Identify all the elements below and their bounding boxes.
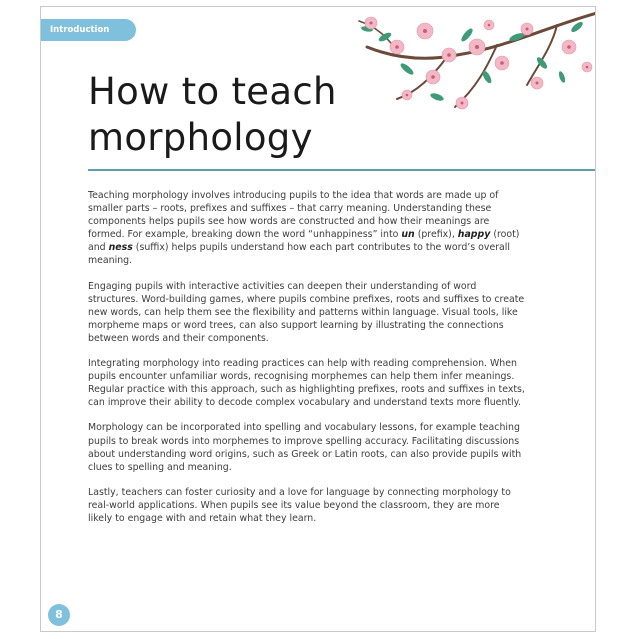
section-tab [40, 19, 136, 41]
body-text [88, 189, 526, 537]
term-happy: happy [457, 229, 491, 241]
title-line-2: morphology [88, 116, 313, 159]
page [40, 6, 596, 632]
leaves [361, 20, 585, 102]
term-un: un [401, 229, 415, 241]
blossom-centers [370, 22, 589, 105]
paragraph-3: Integrating morphology into reading practices can help with reading comprehension. When pupils encounter unfamiliar words, recognising morphemes can help them infer meanings. Regular practice with this approach, such as highlighting prefixes, roots and suffixes in texts, can improve their ability to decode complex vocabulary and understand texts more fluently. [88, 358, 525, 409]
paragraph-1-text-d: (suffix) helps pupils understand how each part contributes to the word’s overall meaning. [88, 242, 511, 267]
paragraph-1-text-a: Teaching morphology involves introducing pupils to the idea that words are made up of smaller parts – roots, prefixes and suffixes – that carry meaning. Understanding these components helps pupils see how words are constructed and how their meanings are formed. For example, breaking down the word “unhappiness” into [88, 190, 499, 241]
blossoms [365, 17, 592, 109]
paragraph-2: Engaging pupils with interactive activities can deepen their understanding of word structures. Word-building games, where pupils combine prefixes, roots and suffixes to create new words, can help them see the flexibility and patterns within language. Visual tools, like morpheme maps or word trees, can also support learning by illustrating the connections between words and their components. [88, 280, 525, 344]
paragraph-1-text-c: (root) and [88, 229, 520, 254]
term-ness: ness [108, 242, 133, 254]
paragraph-5: Lastly, teachers can foster curiosity and a love for language by connecting morphology to real-world applications. When pupils see its value beyond the classroom, they are more likely to engage with and retain what they learn. [88, 486, 511, 524]
section-label: Introduction [50, 25, 110, 35]
paragraph-4: Morphology can be incorporated into spelling and vocabulary lessons, for example teaching pupils to break words into morphemes to improve spelling accuracy. Facilitating discussions about understanding word origins, such as Greek or Latin roots, can also provide pupils with clues to spelling and meaning. [88, 422, 522, 473]
page-number: 8 [55, 608, 63, 621]
branches [359, 13, 596, 107]
title-line-1: How to teach [88, 70, 337, 113]
paragraph-1-text-b: (prefix), [414, 229, 458, 241]
page-number-badge [48, 604, 70, 626]
paragraph-1 [88, 189, 526, 268]
page-title [88, 69, 337, 161]
title-divider [88, 169, 596, 171]
cherry-blossom-illustration [337, 7, 596, 127]
